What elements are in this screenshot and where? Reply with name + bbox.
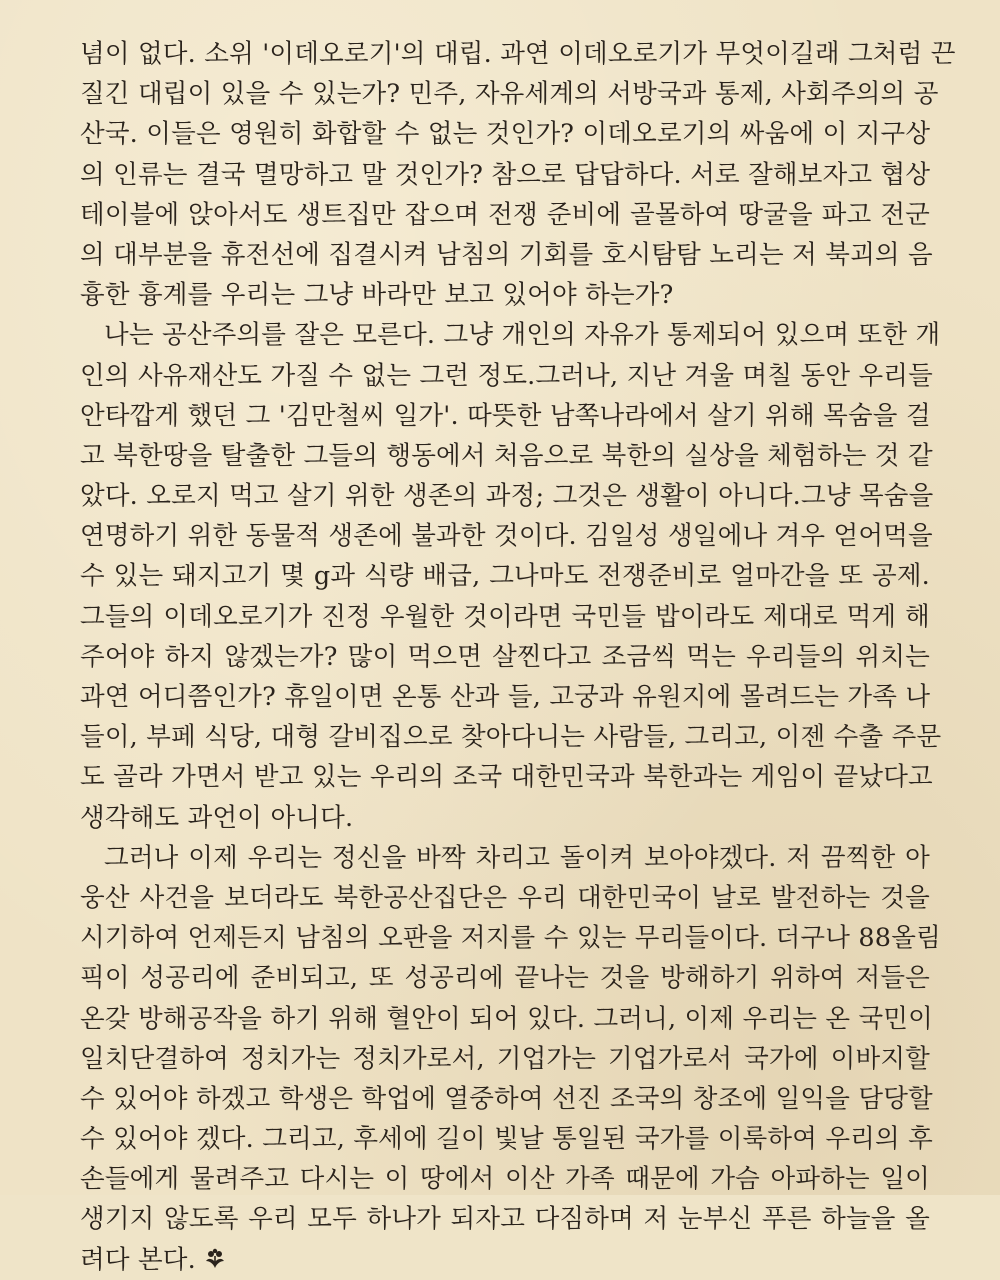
text-line xyxy=(80,757,933,797)
text-line xyxy=(80,1039,930,1079)
text-line xyxy=(80,597,930,637)
paragraph xyxy=(80,315,942,837)
line-text: 생기지 않도록 우리 모두 하나가 되자고 다짐하며 저 눈부신 푸른 하늘을 올 xyxy=(80,1204,930,1235)
text-line xyxy=(80,275,930,315)
text-line xyxy=(80,637,930,677)
text-line xyxy=(80,918,941,958)
text-line xyxy=(80,34,956,74)
line-text: 그러나 이제 우리는 정신을 바짝 차리고 돌이켜 보아야겠다. 저 끔찍한 아 xyxy=(104,842,930,873)
line-text: 온갖 방해공작을 하기 위해 혈안이 되어 있다. 그러니, 이제 우리는 온 국민이 xyxy=(80,1003,933,1034)
line-text: 과연 어디쯤인가? 휴일이면 온통 산과 들, 고궁과 유원지에 몰려드는 가족 나 xyxy=(80,682,931,712)
essay-body xyxy=(80,34,956,1280)
text-line xyxy=(80,155,930,195)
line-text: 고 북한땅을 탈출한 그들의 행동에서 처음으로 북한의 실상을 체험하는 것 같 xyxy=(80,440,933,471)
text-line xyxy=(80,798,930,838)
line-text: 인의 사유재산도 가질 수 없는 그런 정도.그러나, 지난 겨울 며칠 동안 우리들 xyxy=(80,360,933,391)
text-line xyxy=(80,1159,930,1199)
text-line xyxy=(80,315,941,355)
line-text: 수 있어야 겠다. 그리고, 후세에 길이 빛날 통일된 국가를 이룩하여 우리의 후 xyxy=(80,1124,933,1155)
text-line xyxy=(80,74,939,114)
line-text: 나는 공산주의를 잘은 모른다. 그냥 개인의 자유가 통제되어 있으며 또한 개 xyxy=(104,320,941,351)
line-text: 주어야 하지 않겠는가? 많이 먹으면 살찐다고 조금씩 먹는 우리들의 위치는 xyxy=(80,641,930,672)
line-text: 산국. 이들은 영원히 화합할 수 없는 것인가? 이데오로기의 싸움에 이 지구상 xyxy=(80,119,931,150)
line-text: 그들의 이데오로기가 진정 우월한 것이라면 국민들 밥이라도 제대로 먹게 해 xyxy=(80,601,930,632)
text-line xyxy=(80,1240,930,1280)
text-line xyxy=(80,356,933,396)
text-line xyxy=(80,195,930,235)
line-text: 손들에게 물려주고 다시는 이 땅에서 이산 가족 때문에 가슴 아파하는 일이 xyxy=(80,1164,930,1195)
text-line xyxy=(80,677,930,717)
line-text: 의 인류는 결국 멸망하고 말 것인가? 참으로 답답하다. 서로 잘해보자고 협상 xyxy=(80,159,931,190)
text-line xyxy=(80,878,930,918)
line-text: 테이블에 앉아서도 생트집만 잡으며 전쟁 준비에 골몰하여 땅굴을 파고 전군 xyxy=(80,199,930,230)
line-text: 수 있어야 하겠고 학생은 학업에 열중하여 선진 조국의 창조에 일익을 담당할 xyxy=(80,1083,933,1114)
line-text: 웅산 사건을 보더라도 북한공산집단은 우리 대한민국이 날로 발전하는 것을 xyxy=(80,882,930,913)
line-text: 들이, 부페 식당, 대형 갈비집으로 찾아다니는 사람들, 그리고, 이젠 수출 주문 xyxy=(80,722,942,753)
line-text: 생각해도 과언이 아니다. xyxy=(80,802,354,833)
text-line xyxy=(80,516,933,556)
text-line xyxy=(80,556,930,596)
line-text: 도 골라 가면서 받고 있는 우리의 조국 대한민국과 북한과는 게임이 끝났다고 xyxy=(80,762,933,793)
line-text: 았다. 오로지 먹고 살기 위한 생존의 과정; 그것은 생활이 아니다.그냥 목숨을 xyxy=(80,481,934,512)
paragraph xyxy=(80,34,956,315)
line-text: 흉한 흉계를 우리는 그냥 바라만 보고 있어야 하는가? xyxy=(80,280,674,311)
line-text: 일치단결하여 정치가는 정치가로서, 기업가는 기업가로서 국가에 이바지할 xyxy=(80,1043,930,1074)
text-line xyxy=(80,1199,930,1239)
text-line xyxy=(80,838,930,878)
line-text: 연명하기 위한 동물적 생존에 불과한 것이다. 김일성 생일에나 겨우 얻어먹을 xyxy=(80,521,933,552)
line-text: 수 있는 돼지고기 몇 g과 식량 배급, 그나마도 전쟁준비로 얼마간을 또 공제. xyxy=(80,561,930,592)
text-line xyxy=(80,114,930,154)
floral-ornament-icon xyxy=(202,1246,228,1272)
paragraph xyxy=(80,838,941,1280)
line-text: 의 대부분을 휴전선에 집결시켜 남침의 기회를 호시탐탐 노리는 저 북괴의 음 xyxy=(80,239,933,270)
text-line xyxy=(80,235,933,275)
line-text: 려다 본다. xyxy=(80,1244,196,1275)
line-text: 질긴 대립이 있을 수 있는가? 민주, 자유세계의 서방국과 통제, 사회주의의 공 xyxy=(80,79,939,110)
text-line xyxy=(80,1119,933,1159)
text-line xyxy=(80,999,933,1039)
text-line xyxy=(80,396,930,436)
text-line xyxy=(80,1079,933,1119)
line-text: 픽이 성공리에 준비되고, 또 성공리에 끝나는 것을 방해하기 위하여 저들은 xyxy=(80,963,930,994)
line-text: 시기하여 언제든지 남침의 오판을 저지를 수 있는 무리들이다. 더구나 88올림 xyxy=(80,923,941,954)
text-line xyxy=(80,958,930,998)
text-line xyxy=(80,476,934,516)
text-line xyxy=(80,717,942,757)
line-text: 안타깝게 했던 그 '김만철씨 일가'. 따뜻한 남쪽나라에서 살기 위해 목숨을 걸 xyxy=(80,400,931,431)
text-line xyxy=(80,436,933,476)
line-text: 념이 없다. 소위 '이데오로기'의 대립. 과연 이데오로기가 무엇이길래 그처럼 끈 xyxy=(80,39,956,69)
